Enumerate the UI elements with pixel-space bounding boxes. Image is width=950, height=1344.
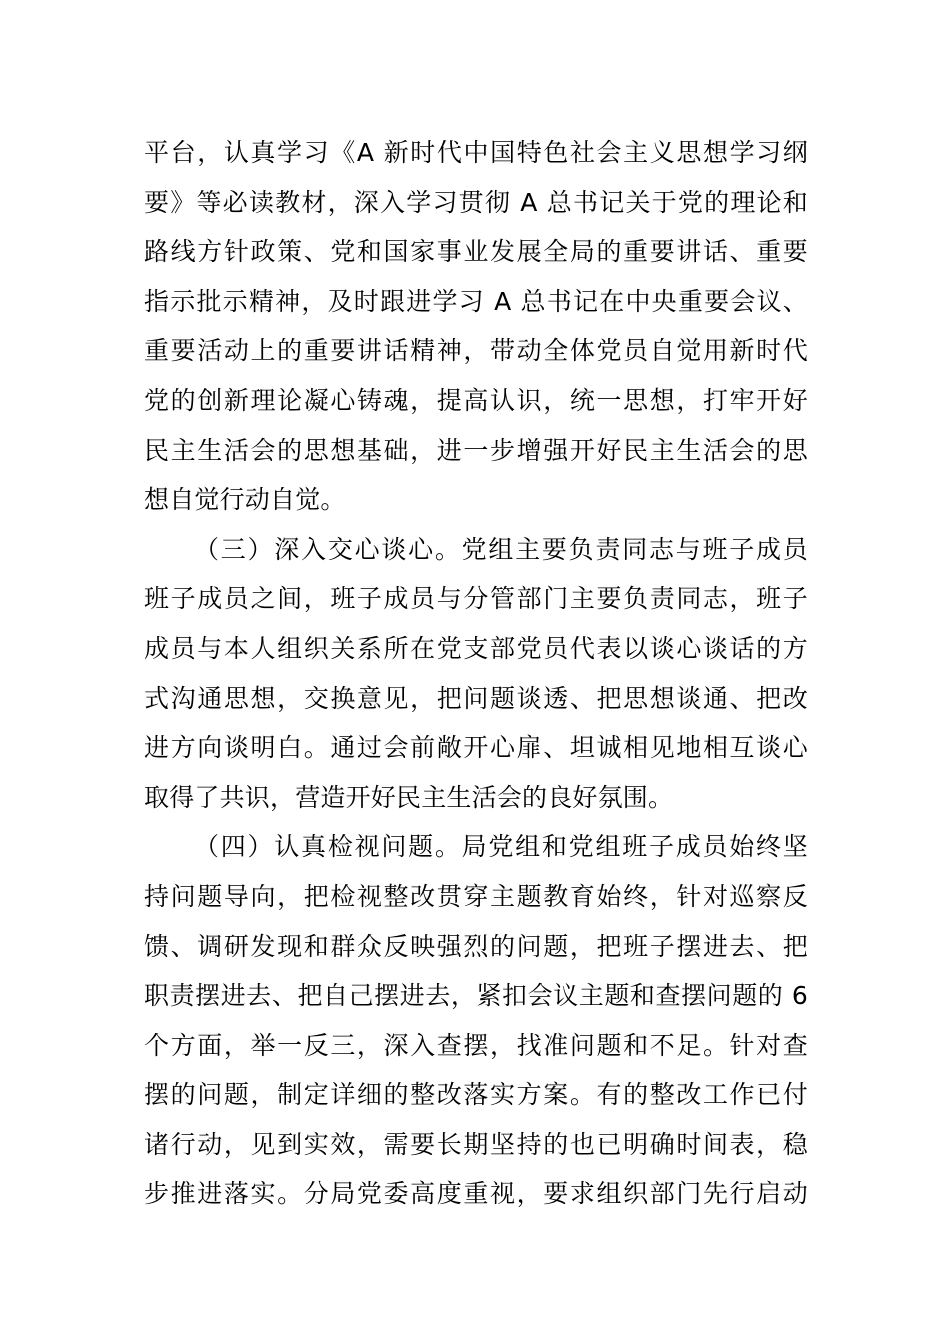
paragraph-3-line-6: 摆的问题，制定详细的整改落实方案。有的整改工作已付 <box>144 1080 808 1110</box>
paragraph-3-line-1: （四）认真检视问题。局党组和党组班子成员始终坚 <box>194 832 808 862</box>
paragraph-1-line-4: 指示批示精神，及时跟进学习 A 总书记在中央重要会议、 <box>144 286 808 316</box>
paragraph-2-line-1: （三）深入交心谈心。党组主要负责同志与班子成员 <box>194 534 808 564</box>
paragraph-1-line-8: 想自觉行动自觉。 <box>144 485 346 515</box>
document-body <box>144 128 808 1219</box>
paragraph-2-line-6: 取得了共识，营造开好民主生活会的良好氛围。 <box>144 782 674 812</box>
paragraph-2-line-2: 班子成员之间，班子成员与分管部门主要负责同志，班子 <box>144 584 808 614</box>
paragraph-2-line-4: 式沟通思想，交换意见，把问题谈透、把思想谈通、把改 <box>144 683 808 713</box>
paragraph-1-line-1: 平台，认真学习《A 新时代中国特色社会主义思想学习纲 <box>144 138 808 167</box>
paragraph-3-line-5: 个方面，举一反三，深入查摆，找准问题和不足。针对查 <box>144 1030 808 1060</box>
paragraph-1-line-5: 重要活动上的重要讲话精神，带动全体党员自觉用新时代 <box>144 336 808 366</box>
paragraph-1-line-2: 要》等必读教材，深入学习贯彻 A 总书记关于党的理论和 <box>144 187 808 217</box>
paragraph-3-line-8: 步推进落实。分局党委高度重视，要求组织部门先行启动 <box>144 1179 808 1209</box>
paragraph-2-line-3: 成员与本人组织关系所在党支部党员代表以谈心谈话的方 <box>144 633 808 663</box>
paragraph-3-line-2: 持问题导向，把检视整改贯穿主题教育始终，针对巡察反 <box>144 881 808 911</box>
paragraph-1-line-6: 党的创新理论凝心铸魂，提高认识，统一思想，打牢开好 <box>144 385 808 415</box>
paragraph-2-line-5: 进方向谈明白。通过会前敞开心扉、坦诚相见地相互谈心 <box>144 733 808 763</box>
paragraph-1-line-3: 路线方针政策、党和国家事业发展全局的重要讲话、重要 <box>144 237 808 267</box>
paragraph-3-line-4: 职责摆进去、把自己摆进去，紧扣会议主题和查摆问题的 6 <box>144 981 808 1011</box>
paragraph-3-line-7: 诸行动，见到实效，需要长期坚持的也已明确时间表，稳 <box>144 1129 808 1159</box>
paragraph-3-line-3: 馈、调研发现和群众反映强烈的问题，把班子摆进去、把 <box>144 931 808 961</box>
paragraph-1-line-7: 民主生活会的思想基础，进一步增强开好民主生活会的思 <box>144 435 808 465</box>
